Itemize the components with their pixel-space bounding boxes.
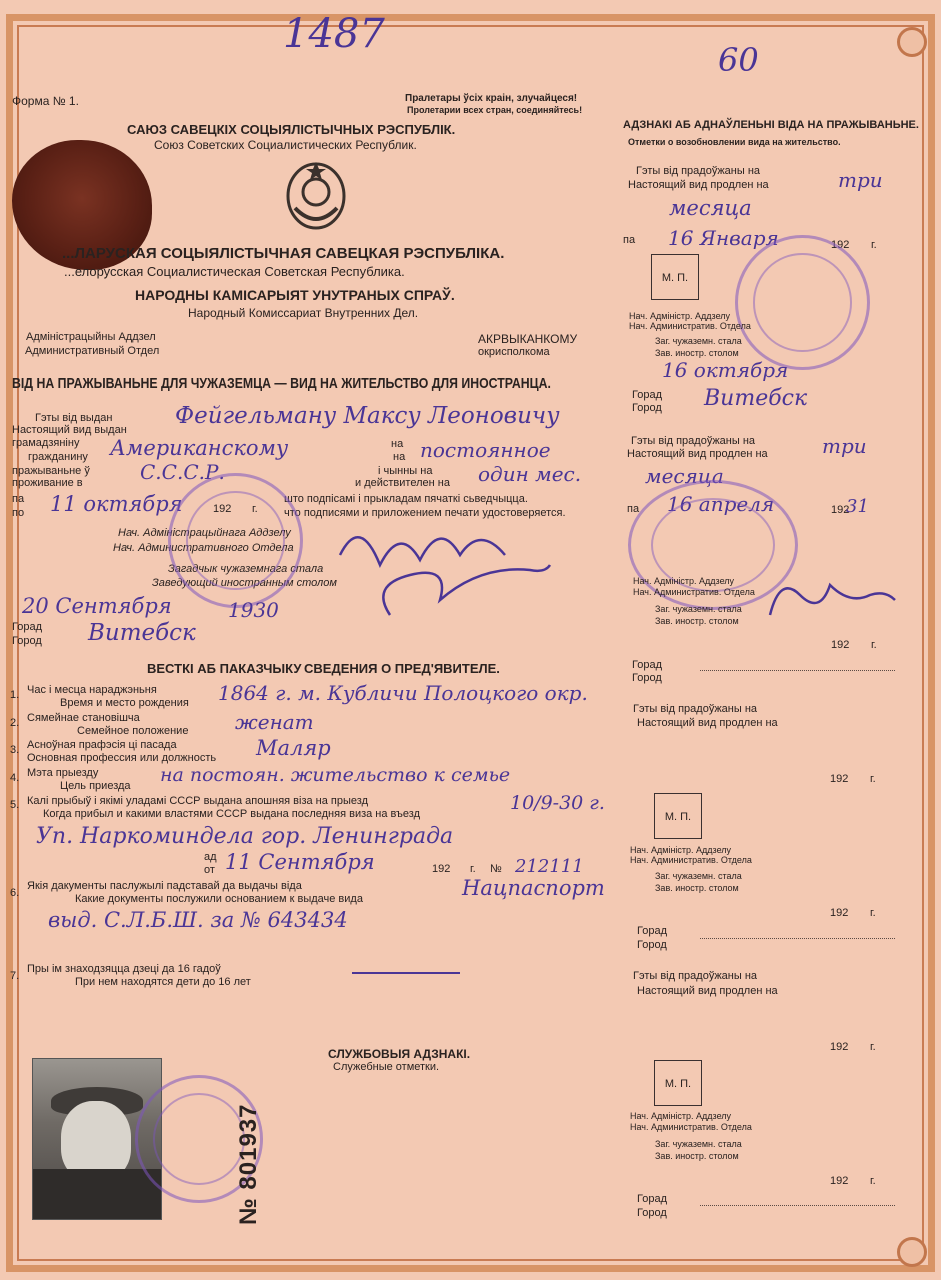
ext2-year-line: 192 [831,639,850,651]
valid-ru: и действителен на [355,477,450,489]
issue-city: Витебск [88,620,196,646]
citizenship-ru: гражданину [28,451,88,463]
ext1-head-by: Заг. чужаземн. стала [655,336,742,346]
okr-ru: окрисполкома [478,346,550,358]
signature-note-by: што подпісамі і прыкладам пячаткі сьведчыцца. [284,493,528,505]
q7-label-by: Пры ім знаходзяцца дзеці да 16 гадоў [27,963,221,975]
ext3-head-ru: Зав. иностр. столом [655,883,739,893]
ext2-chief-ru: Нач. Административ. Отдела [633,587,755,597]
city-by: Горад [12,621,42,633]
issue-date: 20 Сентября [22,594,172,618]
applicant-title-by: ВЕСТКІ АБ ПАКАЗЧЫКУ [147,661,302,676]
ext3-chief-ru: Нач. Административ. Отдела [630,855,752,865]
admin-dept-ru: Административный Отдел [25,345,160,357]
ext1-g: г. [871,239,877,251]
ext2-pa: па [627,503,640,515]
ext3-city-ru: Город [637,939,667,951]
corner-rosette-icon [897,1237,927,1267]
ext1-chief-ru: Нач. Административ. Отдела [629,321,751,331]
ussr-title-by: САЮЗ САВЕЦКІХ СОЦЫЯЛІСТЫЧНЫХ РЭСПУБЛІК. [127,122,456,137]
ext1-pa: па [623,234,636,246]
ext4-g: г. [870,1041,876,1053]
ext3-head-by: Заг. чужаземн. стала [655,871,742,881]
na-by: на [391,438,404,450]
ext1-year: 192 [831,239,850,251]
family-status: женат [235,710,314,734]
applicant-title-ru: СВЕДЕНИЯ О ПРЕД'ЯВИТЕЛЕ. [304,661,500,676]
visa-number-mark: № [490,863,502,875]
ext4-seal-place: М. П. [654,1060,702,1106]
commissariat-ru: Народный Комиссариат Внутренних Дел. [188,306,419,320]
q1-label-ru: Время и место рождения [60,697,189,709]
from-ru: по [12,507,25,519]
residence-type: постоянное [420,438,551,462]
citizenship-by: грамадзяніну [12,437,80,449]
q4-label-by: Мэта прыезду [27,767,99,779]
q6-label-by: Якія дакументы паслужылі падставай да выдачы віда [27,880,302,892]
ext4-head-by: Заг. чужаземн. стала [655,1139,742,1149]
ext3-label-by: Гэты від прадоўжаны на [633,703,758,715]
q6-number: 6. [10,887,20,899]
q7-number: 7. [10,970,20,982]
q4-label-ru: Цель приезда [60,780,131,792]
ext3-year: 192 [830,773,849,785]
ext3-g: г. [870,773,876,785]
basis-document: Нацпаспорт [462,876,605,900]
birth-info: 1864 г. м. Кубличи Полоцкого окр. [218,681,588,705]
ext1-chief-by: Нач. Адміністр. Аддзелу [629,311,731,321]
ext1-label-by: Гэты від прадоўжаны на [636,165,761,177]
ext4-chief-by: Нач. Адміністр. Аддзелу [630,1111,732,1121]
valid-until-date: 11 октября [50,492,183,516]
visa-year-prefix: 192 [432,863,451,875]
ad-label: ад [204,851,217,863]
ext1-date2: 16 октября [662,358,789,382]
year-prefix: 192 [213,503,232,515]
holder-name: Фейгельману Максу Леоновичу [175,403,560,429]
ussr-title-ru: Союз Советских Социалистических Республик. [154,138,417,152]
ext4-chief-ru: Нач. Административ. Отдела [630,1122,752,1132]
ext2-head-by: Заг. чужаземн. стала [655,604,742,614]
service-title-by: СЛУЖБОВЫЯ АДЗНАКІ. [328,1047,471,1061]
ext2-year: 192 [831,504,850,516]
ext2-city-ru: Город [632,672,662,684]
slogan-ru: Пролетарии всех стран, соединяйтесь! [407,105,583,115]
admin-dept-by: Адміністрацыйны Аддзел [26,331,156,343]
validity-duration: один мес. [478,462,582,486]
q7-label-ru: При нем находятся дети до 16 лет [75,976,251,988]
ext3-city-by: Горад [637,925,667,937]
right-title-by: АДЗНАКІ АБ АДНАЎЛЕНЬНІ ВІДА НА ПРАЖЫВАНЬНЕ. [623,119,919,131]
serial-number: № 801937 [235,1103,262,1225]
q6-label-ru: Какие документы послужили основанием к выдаче вида [75,893,363,905]
ext2-unit: месяца [645,464,724,488]
ext1-term: три [838,168,883,192]
from-by: па [12,493,25,505]
signature-note-ru: что подписями и приложением печати удостоверяется. [284,507,566,519]
q5-label-by: Калі прыбыў і якімі уладамі СССР выдана апошняя віза на прыезд [27,795,369,807]
children-none-dash [352,972,460,974]
ext4-year-line: 192 [830,1175,849,1187]
official-stamp-icon [168,473,303,608]
visa-year-suffix: г. [470,863,476,875]
q1-label-by: Час і месца нараджэньня [27,684,157,696]
ext1-city-by: Горад [632,389,662,401]
chief-by: Нач. Адміністрацыйнага Аддзелу [118,527,291,539]
republic-title-ru: ...елорусская Социалистическая Советская Республика. [64,264,405,279]
ext1-stamp-icon [735,235,870,370]
ext3-seal-place: М. П. [654,793,702,839]
corner-rosette-icon [897,27,927,57]
issue-year: 1930 [228,598,279,622]
ext4-city-by: Горад [637,1193,667,1205]
valid-by: і чынны на [378,465,433,477]
ext3-chief-by: Нач. Адміністр. Аддзелу [630,845,732,855]
issued-to-by: Гэты від выдан [35,412,113,424]
ext1-city-ru: Город [632,402,662,414]
commissariat-by: НАРОДНЫ КАМІСАРЫЯТ УНУТРАНЫХ СПРАЎ. [135,287,455,303]
ext1-city: Витебск [704,386,808,411]
q3-label-ru: Основная профессия или должность [27,752,217,764]
chief-ru: Нач. Административного Отдела [113,542,294,554]
visa-number: 212111 [515,856,584,877]
slogan-by: Пралетары ўсіх краін, злучайцеся! [405,93,578,104]
ext1-unit: месяца [669,196,752,220]
ext3-year-line: 192 [830,907,849,919]
ext4-label-ru: Настоящий вид продлен на [637,985,778,997]
ext2-signature-icon [760,555,900,635]
profession: Маляр [256,736,331,760]
ext4-label-by: Гэты від прадоўжаны на [633,970,758,982]
ext2-term: три [822,434,867,458]
ext2-city-by: Горад [632,659,662,671]
ext1-seal-place: М. П. [651,254,699,300]
q2-number: 2. [10,717,20,729]
ext2-g: г. [871,639,877,651]
visa-issued-by: Уп. Наркоминдела гор. Ленинграда [36,824,454,849]
holder-citizenship: Американскому [110,436,289,460]
q1-number: 1. [10,689,20,701]
q3-number: 3. [10,744,20,756]
ext4-year: 192 [830,1041,849,1053]
ext3-g2: г. [870,907,876,919]
page-number: 60 [718,41,759,79]
signature-icon [330,505,560,625]
q2-label-by: Сямейнае становішча [27,712,140,724]
republic-title-by: ...ЛАРУСКАЯ СОЦЫЯЛІСТЫЧНАЯ САВЕЦКАЯ РЭСПУБЛІКА. [62,245,505,262]
ext4-city-ru: Город [637,1207,667,1219]
ext3-label-ru: Настоящий вид продлен на [637,717,778,729]
head-by: Загадчык чужаземнага стала [168,563,324,575]
city-ru: Город [12,635,42,647]
document-title: ВІД НА ПРАЖЫВАНЬНЕ ДЛЯ ЧУЖАЗЕМЦА — ВИД НА ЖИТЕЛЬСТВО ДЛЯ ИНОСТРАНЦА. [12,375,551,392]
ussr-emblem-icon [285,158,347,232]
ext4-g2: г. [870,1175,876,1187]
head-ru: Заведующий иностранным столом [152,577,337,589]
visa-date: 11 Сентября [225,850,375,874]
dotted-line [700,938,895,939]
q4-number: 4. [10,772,20,784]
ext2-head-ru: Зав. иностр. столом [655,616,739,626]
form-number: Форма № 1. [12,94,79,108]
ext1-head-ru: Зав. иностр. столом [655,348,739,358]
ot-label: от [204,864,215,876]
right-title-ru: Отметки о возобновлении вида на жительство. [628,137,841,147]
ext2-date: 16 апреля [667,492,775,516]
q2-label-ru: Семейное положение [77,725,189,737]
ext2-label-ru: Настоящий вид продлен на [627,448,768,460]
okr-by: АКРВЫКАНКОМУ [478,332,578,346]
ext1-date: 16 Января [668,226,779,250]
ext2-label-by: Гэты від прадоўжаны на [631,435,756,447]
dotted-line [700,670,895,671]
q5-label-ru: Когда прибыл и какими властями СССР выдана последняя виза на въезд [43,808,421,820]
dotted-line [700,1205,895,1206]
service-title-ru: Служебные отметки. [333,1061,440,1073]
residence-by: пражываньне ў [12,465,90,477]
residence-country: С.С.С.Р. [140,460,225,484]
arrival-purpose: на постоян. жительство к семье [160,764,511,786]
q5-number: 5. [10,799,20,811]
last-visa-date: 10/9-30 г. [510,792,605,814]
q3-label-by: Асноўная прафэсія ці пасада [27,739,177,751]
na-ru: на [393,451,406,463]
residence-ru: проживание в [12,477,83,489]
basis-document-detail: выд. С.Л.Б.Ш. за № 643434 [48,908,348,932]
handwritten-file-number: 1487 [283,11,385,57]
ext4-head-ru: Зав. иностр. столом [655,1151,739,1161]
issued-to-ru: Настоящий вид выдан [12,424,127,436]
ext2-year-suffix: 31 [846,496,869,517]
year-suffix: г. [252,503,258,515]
ext1-label-ru: Настоящий вид продлен на [628,179,769,191]
ext2-chief-by: Нач. Адміністр. Аддзелу [633,576,735,586]
